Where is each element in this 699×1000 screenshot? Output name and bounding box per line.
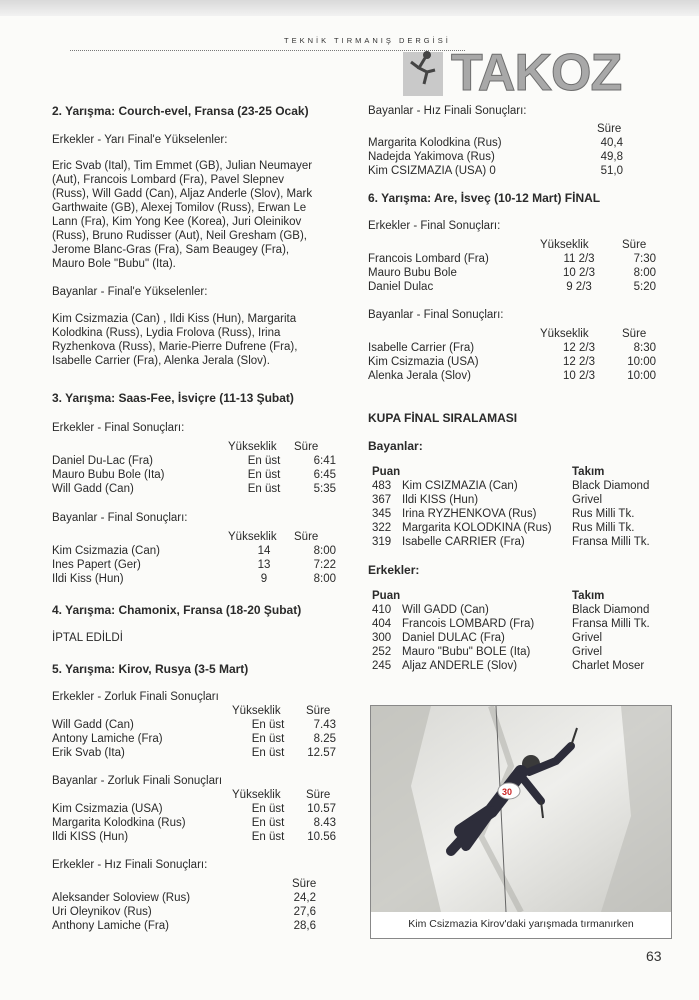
athlete-name: Kim Csizmazia (USA) (368, 356, 479, 368)
time-value: 10:00 (627, 370, 656, 382)
result-row (52, 558, 342, 572)
time-value: 5:35 (313, 483, 336, 495)
time-value: 7.43 (313, 719, 336, 731)
result-row (52, 905, 342, 919)
race4-note: İPTAL EDİLDİ (52, 632, 123, 644)
height-value: 12 2/3 (563, 356, 595, 368)
result-row (368, 266, 668, 280)
result-row (52, 816, 342, 830)
result-row (368, 150, 668, 164)
qualifier-line: Mauro Bole "Bubu" (Ita). (52, 258, 176, 270)
points-value: 345 (372, 508, 392, 520)
result-row (368, 369, 668, 383)
qualifier-line: Kolodkina (Russ), Lydia Frolova (Russ), Irina (52, 327, 281, 339)
result-row (52, 746, 342, 760)
height-value: 10 2/3 (563, 370, 595, 382)
height-value: 14 (257, 545, 271, 557)
athlete-name: Antony Lamiche (Fra) (52, 733, 163, 745)
ice-climber-illustration (371, 706, 671, 912)
race6-men-table (368, 252, 668, 294)
women-speed-table (368, 136, 668, 178)
race3-women-col-headers: Yükseklik Süre (228, 531, 319, 543)
result-row (368, 341, 668, 355)
result-row (368, 252, 668, 266)
height-value: 9 2/3 (566, 281, 592, 293)
climber-photo (370, 705, 672, 939)
standing-row (368, 603, 668, 617)
athlete-name: Kim CSIZMAZIA (USA) 0 (368, 165, 496, 177)
athlete-name: Mauro Bubu Bole (368, 267, 457, 279)
team-name: Black Diamond (572, 480, 650, 492)
bib-number: 30 (502, 787, 513, 797)
result-row (52, 830, 342, 844)
points-value: 319 (372, 536, 392, 548)
time-value: 10:00 (627, 356, 656, 368)
athlete-name: Mauro "Bubu" BOLE (Ita) (402, 646, 531, 658)
time-value: 6:45 (313, 469, 336, 481)
points-value: 483 (372, 480, 392, 492)
athlete-name: Kim Csizmazia (Can) (52, 545, 160, 557)
qualifier-line: (Russ), Will Gadd (Can), Aljaz Anderle (Slov), Mark (52, 188, 313, 200)
race5-men-diff-table (52, 718, 342, 760)
athlete-name: Alenka Jerala (Slov) (368, 370, 471, 382)
points-value: 367 (372, 494, 392, 506)
height-value: En üst (251, 817, 285, 829)
team-name: Grivel (572, 646, 603, 658)
race3-men-heading: Erkekler - Final Sonuçları: (52, 422, 185, 434)
women-speed-heading: Bayanlar - Hız Finali Sonuçları: (368, 105, 527, 117)
athlete-name: Irina RYZHENKOVA (Rus) (402, 508, 537, 520)
takoz-logo (403, 30, 663, 98)
athlete-name: Kim CSIZMAZIA (Can) (402, 480, 518, 492)
athlete-name: Daniel DULAC (Fra) (402, 632, 505, 644)
qualifier-line: Lann (Fra), Kim Yong Kee (Korea), Juri Oleinikov (52, 216, 302, 228)
result-row (52, 572, 342, 586)
athlete-name: Francois LOMBARD (Fra) (402, 618, 535, 630)
time-value: 12.57 (307, 747, 336, 759)
time-value: 8:00 (633, 267, 656, 279)
race6-women-heading: Bayanlar - Final Sonuçları: (368, 309, 504, 321)
time-value: 51,0 (600, 165, 623, 177)
race5-women-diff-col-headers: Yükseklik Süre (232, 789, 331, 801)
time-value: 7:30 (633, 253, 656, 265)
standing-row (368, 659, 668, 673)
race3-men-col-headers: Yükseklik Süre (228, 441, 319, 453)
standing-row (368, 521, 668, 535)
height-value: En üst (251, 803, 285, 815)
cup-title: KUPA FİNAL SIRALAMASI (368, 411, 518, 425)
athlete-name: Ildi KISS (Hun) (402, 494, 479, 506)
result-row (52, 718, 342, 732)
athlete-name: Daniel Dulac (368, 281, 434, 293)
height-value: En üst (251, 747, 285, 759)
qualifier-line: Jerome Blanc-Gras (Fra), Sam Beaugey (Fra), (52, 244, 290, 256)
athlete-name: Daniel Du-Lac (Fra) (52, 455, 153, 467)
standing-row (368, 645, 668, 659)
cup-men-label: Erkekler: (368, 563, 420, 577)
athlete-name: Ines Papert (Ger) (52, 559, 141, 571)
qualifier-line: (Aut), Francois Lombard (Fra), Pavel Slepnev (52, 174, 285, 186)
height-value: 12 2/3 (563, 342, 595, 354)
cup-women-table (368, 479, 668, 549)
athlete-name: Isabelle CARRIER (Fra) (402, 536, 525, 548)
race6-title: 6. Yarışma: Are, İsveç (10-12 Mart) FİNAL (368, 191, 601, 205)
time-value: 5:20 (633, 281, 656, 293)
cup-women-col-headers: Puan Takım (372, 466, 605, 478)
time-value: 8.25 (313, 733, 336, 745)
standing-row (368, 617, 668, 631)
result-row (52, 468, 342, 482)
race5-men-speed-table (52, 891, 342, 933)
time-value: 49,8 (600, 151, 623, 163)
result-row (52, 732, 342, 746)
race2-women-heading: Bayanlar - Final'e Yükselenler: (52, 286, 208, 298)
athlete-name: Margarita KOLODKINA (Rus) (402, 522, 552, 534)
race2-title: 2. Yarışma: Courch-evel, Fransa (23-25 Ocak) (52, 104, 309, 118)
athlete-name: Anthony Lamiche (Fra) (52, 920, 169, 932)
team-name: Grivel (572, 494, 603, 506)
height-value: En üst (251, 831, 285, 843)
race5-men-diff-col-headers: Yükseklik Süre (232, 705, 331, 717)
left-column (52, 104, 342, 933)
result-row (52, 544, 342, 558)
athlete-name: Nadejda Yakimova (Rus) (368, 151, 495, 163)
time-value: 27,6 (293, 906, 316, 918)
athlete-name: Margarita Kolodkina (Rus) (52, 817, 186, 829)
page-number: 63 (646, 948, 662, 964)
result-row (368, 280, 668, 294)
race2-men-heading: Erkekler - Yarı Final'e Yükselenler: (52, 134, 228, 146)
race5-women-diff-table (52, 802, 342, 844)
time-value: 8:00 (313, 573, 336, 585)
standing-row (368, 507, 668, 521)
qualifier-line: Garthwaite (GB), Alexej Tomilov (Russ), Erwan Le (52, 202, 307, 214)
height-value: 10 2/3 (563, 267, 595, 279)
result-row (368, 355, 668, 369)
race6-women-col-headers: Yükseklik Süre (540, 328, 647, 340)
race5-title: 5. Yarışma: Kirov, Rusya (3-5 Mart) (52, 662, 249, 676)
athlete-name: Ildi KISS (Hun) (52, 831, 129, 843)
race3-women-heading: Bayanlar - Final Sonuçları: (52, 512, 188, 524)
athlete-name: Uri Oleynikov (Rus) (52, 906, 152, 918)
race2-men-list (52, 159, 342, 271)
athlete-name: Will GADD (Can) (402, 604, 489, 616)
points-value: 300 (372, 632, 392, 644)
athlete-name: Mauro Bubu Bole (Ita) (52, 469, 165, 481)
points-value: 410 (372, 604, 392, 616)
height-value: En üst (247, 455, 281, 467)
time-value: 40,4 (600, 137, 623, 149)
race3-women-table (52, 544, 342, 586)
time-value: 24,2 (293, 892, 316, 904)
race5-men-speed-heading: Erkekler - Hız Finali Sonuçları: (52, 859, 208, 871)
points-value: 404 (372, 618, 392, 630)
team-name: Fransa Milli Tk. (572, 536, 650, 548)
time-value: 8:30 (633, 342, 656, 354)
standing-row (368, 535, 668, 549)
qualifier-line: Ryzhenkova (Russ), Marie-Pierre Dufrene (Fra), (52, 341, 298, 353)
athlete-name: Will Gadd (Can) (52, 483, 134, 495)
athlete-name: Francois Lombard (Fra) (368, 253, 489, 265)
time-value: 6:41 (313, 455, 336, 467)
standing-row (368, 493, 668, 507)
result-row (52, 482, 342, 496)
qualifier-line: Isabelle Carrier (Fra), Alenka Jerala (Slov). (52, 355, 270, 367)
svg-text:TAKOZ: TAKOZ (451, 44, 622, 98)
athlete-name: Margarita Kolodkina (Rus) (368, 137, 502, 149)
standing-row (368, 631, 668, 645)
points-value: 252 (372, 646, 392, 658)
race6-men-col-headers: Yükseklik Süre (540, 239, 647, 251)
result-row (52, 891, 342, 905)
women-speed-col-header: Süre (597, 123, 622, 135)
magazine-name: TEKNİK TIRMANIŞ DERGİSİ (284, 36, 451, 45)
points-value: 245 (372, 660, 392, 672)
qualifier-line: Eric Svab (Ital), Tim Emmet (GB), Julian Neumayer (52, 160, 313, 172)
result-row (52, 802, 342, 816)
result-row (368, 164, 668, 178)
athlete-name: Will Gadd (Can) (52, 719, 134, 731)
height-value: 13 (257, 559, 271, 571)
athlete-name: Aljaz ANDERLE (Slov) (402, 660, 518, 672)
height-value: En üst (247, 483, 281, 495)
team-name: Charlet Moser (572, 660, 645, 672)
team-name: Fransa Milli Tk. (572, 618, 650, 630)
result-row (52, 454, 342, 468)
cup-men-col-headers: Puan Takım (372, 590, 605, 602)
right-column (368, 104, 668, 673)
athlete-name: Kim Csizmazia (USA) (52, 803, 163, 815)
athlete-name: Erik Svab (Ita) (52, 747, 125, 759)
race2-women-list (52, 312, 342, 368)
qualifier-line: Kim Csizmazia (Can) , Ildi Kiss (Hun), Margarita (52, 313, 297, 325)
height-value: En üst (251, 733, 285, 745)
cup-women-label: Bayanlar: (368, 439, 423, 453)
points-value: 322 (372, 522, 392, 534)
height-value: 11 2/3 (563, 253, 595, 265)
race5-men-diff-heading: Erkekler - Zorluk Finali Sonuçları (52, 691, 219, 703)
time-value: 7:22 (313, 559, 336, 571)
result-row (52, 919, 342, 933)
athlete-name: Isabelle Carrier (Fra) (368, 342, 475, 354)
height-value: 9 (260, 573, 268, 585)
team-name: Grivel (572, 632, 603, 644)
time-value: 28,6 (293, 920, 316, 932)
race3-title: 3. Yarışma: Saas-Fee, İsviçre (11-13 Şubat) (52, 391, 294, 405)
team-name: Rus Milli Tk. (572, 508, 635, 520)
athlete-name: Ildi Kiss (Hun) (52, 573, 124, 585)
race6-men-heading: Erkekler - Final Sonuçları: (368, 220, 501, 232)
time-value: 8.43 (313, 817, 336, 829)
team-name: Black Diamond (572, 604, 650, 616)
header-band (0, 0, 699, 16)
race6-women-table (368, 341, 668, 383)
race4-title: 4. Yarışma: Chamonix, Fransa (18-20 Şubat) (52, 603, 302, 617)
height-value: En üst (247, 469, 281, 481)
result-row (368, 136, 668, 150)
team-name: Rus Milli Tk. (572, 522, 635, 534)
standing-row (368, 479, 668, 493)
height-value: En üst (251, 719, 285, 731)
time-value: 10.56 (307, 831, 336, 843)
race3-men-table (52, 454, 342, 496)
cup-men-table (368, 603, 668, 673)
photo-caption: Kim Csizmazia Kirov'daki yarışmada tırmanırken (408, 918, 634, 930)
race5-men-speed-col-header: Süre (292, 878, 317, 890)
qualifier-line: (Russ), Bruno Rudisser (Aut), Neil Gresham (GB), (52, 230, 307, 242)
athlete-name: Aleksander Soloview (Rus) (52, 892, 191, 904)
race5-women-diff-heading: Bayanlar - Zorluk Finali Sonuçları (52, 775, 223, 787)
time-value: 10.57 (307, 803, 336, 815)
time-value: 8:00 (313, 545, 336, 557)
